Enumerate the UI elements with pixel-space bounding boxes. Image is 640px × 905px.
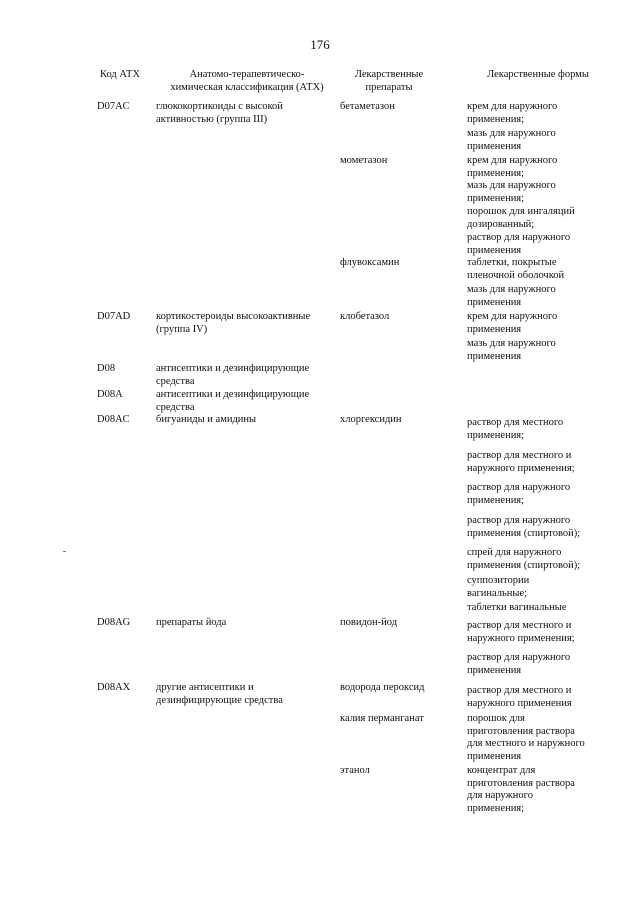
atc-name: препараты йода [156, 617, 227, 628]
atc-code: D08AC [97, 414, 130, 425]
atc-name: антисептики и дезинфицирующие средства [156, 389, 310, 413]
dosage-form: крем для наружного применения [467, 311, 558, 335]
atc-code: D08AG [97, 617, 131, 628]
atc-name: бигуаниды и амидины [156, 414, 257, 425]
atc-code: D07AC [97, 101, 130, 112]
dosage-form: крем для наружного применения; [467, 101, 558, 125]
atc-code: D08 [97, 363, 116, 374]
dosage-form: порошок для ингаляций дозированный; [467, 206, 575, 230]
atc-name: антисептики и дезинфицирующие средства [156, 363, 310, 387]
drug-name: хлоргексидин [340, 414, 402, 425]
dosage-form: раствор для местного и наружного применения; [467, 450, 575, 474]
atc-name: глюкокортикоиды с высокой активностью (группа III) [156, 101, 283, 125]
dosage-form: таблетки, покрытые пленочной оболочкой [467, 257, 565, 281]
atc-name: кортикостероиды высокоактивные (группа IV) [156, 311, 311, 335]
header-atc-code: Код АТХ [99, 69, 141, 80]
atc-code: D07AD [97, 311, 131, 322]
dosage-form: мазь для наружного применения [467, 128, 556, 152]
dosage-form: концентрат для приготовления раствора для наружного применения; [467, 765, 575, 814]
drug-name: водорода пероксид [340, 682, 425, 693]
dosage-form: таблетки вагинальные [467, 602, 567, 613]
scan-mark [63, 551, 66, 552]
header-atc-classification: Анатомо-терапевтическо- химическая классификация (АТХ) [170, 69, 324, 93]
dosage-form: крем для наружного применения; [467, 155, 558, 179]
drug-name: калия перманганат [340, 713, 424, 724]
dosage-form: раствор для местного и наружного применения; [467, 620, 575, 644]
dosage-form: раствор для местного и наружного применения [467, 685, 572, 709]
atc-code: D08AX [97, 682, 131, 693]
dosage-form: раствор для местного применения; [467, 417, 564, 441]
dosage-form: суппозитории вагинальные; [467, 575, 530, 599]
drug-name: клобетазол [340, 311, 390, 322]
dosage-form: мазь для наружного применения [467, 284, 556, 308]
dosage-form: мазь для наружного применения; [467, 180, 556, 204]
drug-name: повидон-йод [340, 617, 398, 628]
dosage-form: порошок для приготовления раствора для местного и наружного применения [467, 713, 585, 762]
dosage-form: мазь для наружного применения [467, 338, 556, 362]
dosage-form: раствор для наружного применения [467, 232, 571, 256]
atc-code: D08A [97, 389, 123, 400]
dosage-form: спрей для наружного применения (спиртовой); [467, 547, 581, 571]
header-drugs: Лекарственные препараты [354, 69, 424, 93]
drug-name: этанол [340, 765, 370, 776]
drug-name: бетаметазон [340, 101, 395, 112]
dosage-form: раствор для наружного применения [467, 652, 571, 676]
header-dosage-forms: Лекарственные формы [487, 69, 589, 80]
dosage-form: раствор для наружного применения (спиртовой); [467, 515, 581, 539]
drug-name: мометазон [340, 155, 388, 166]
atc-name: другие антисептики и дезинфицирующие средства [156, 682, 283, 706]
dosage-form: раствор для наружного применения; [467, 482, 571, 506]
page-number: 176 [310, 37, 330, 52]
drug-name: флувоксамин [340, 257, 400, 268]
